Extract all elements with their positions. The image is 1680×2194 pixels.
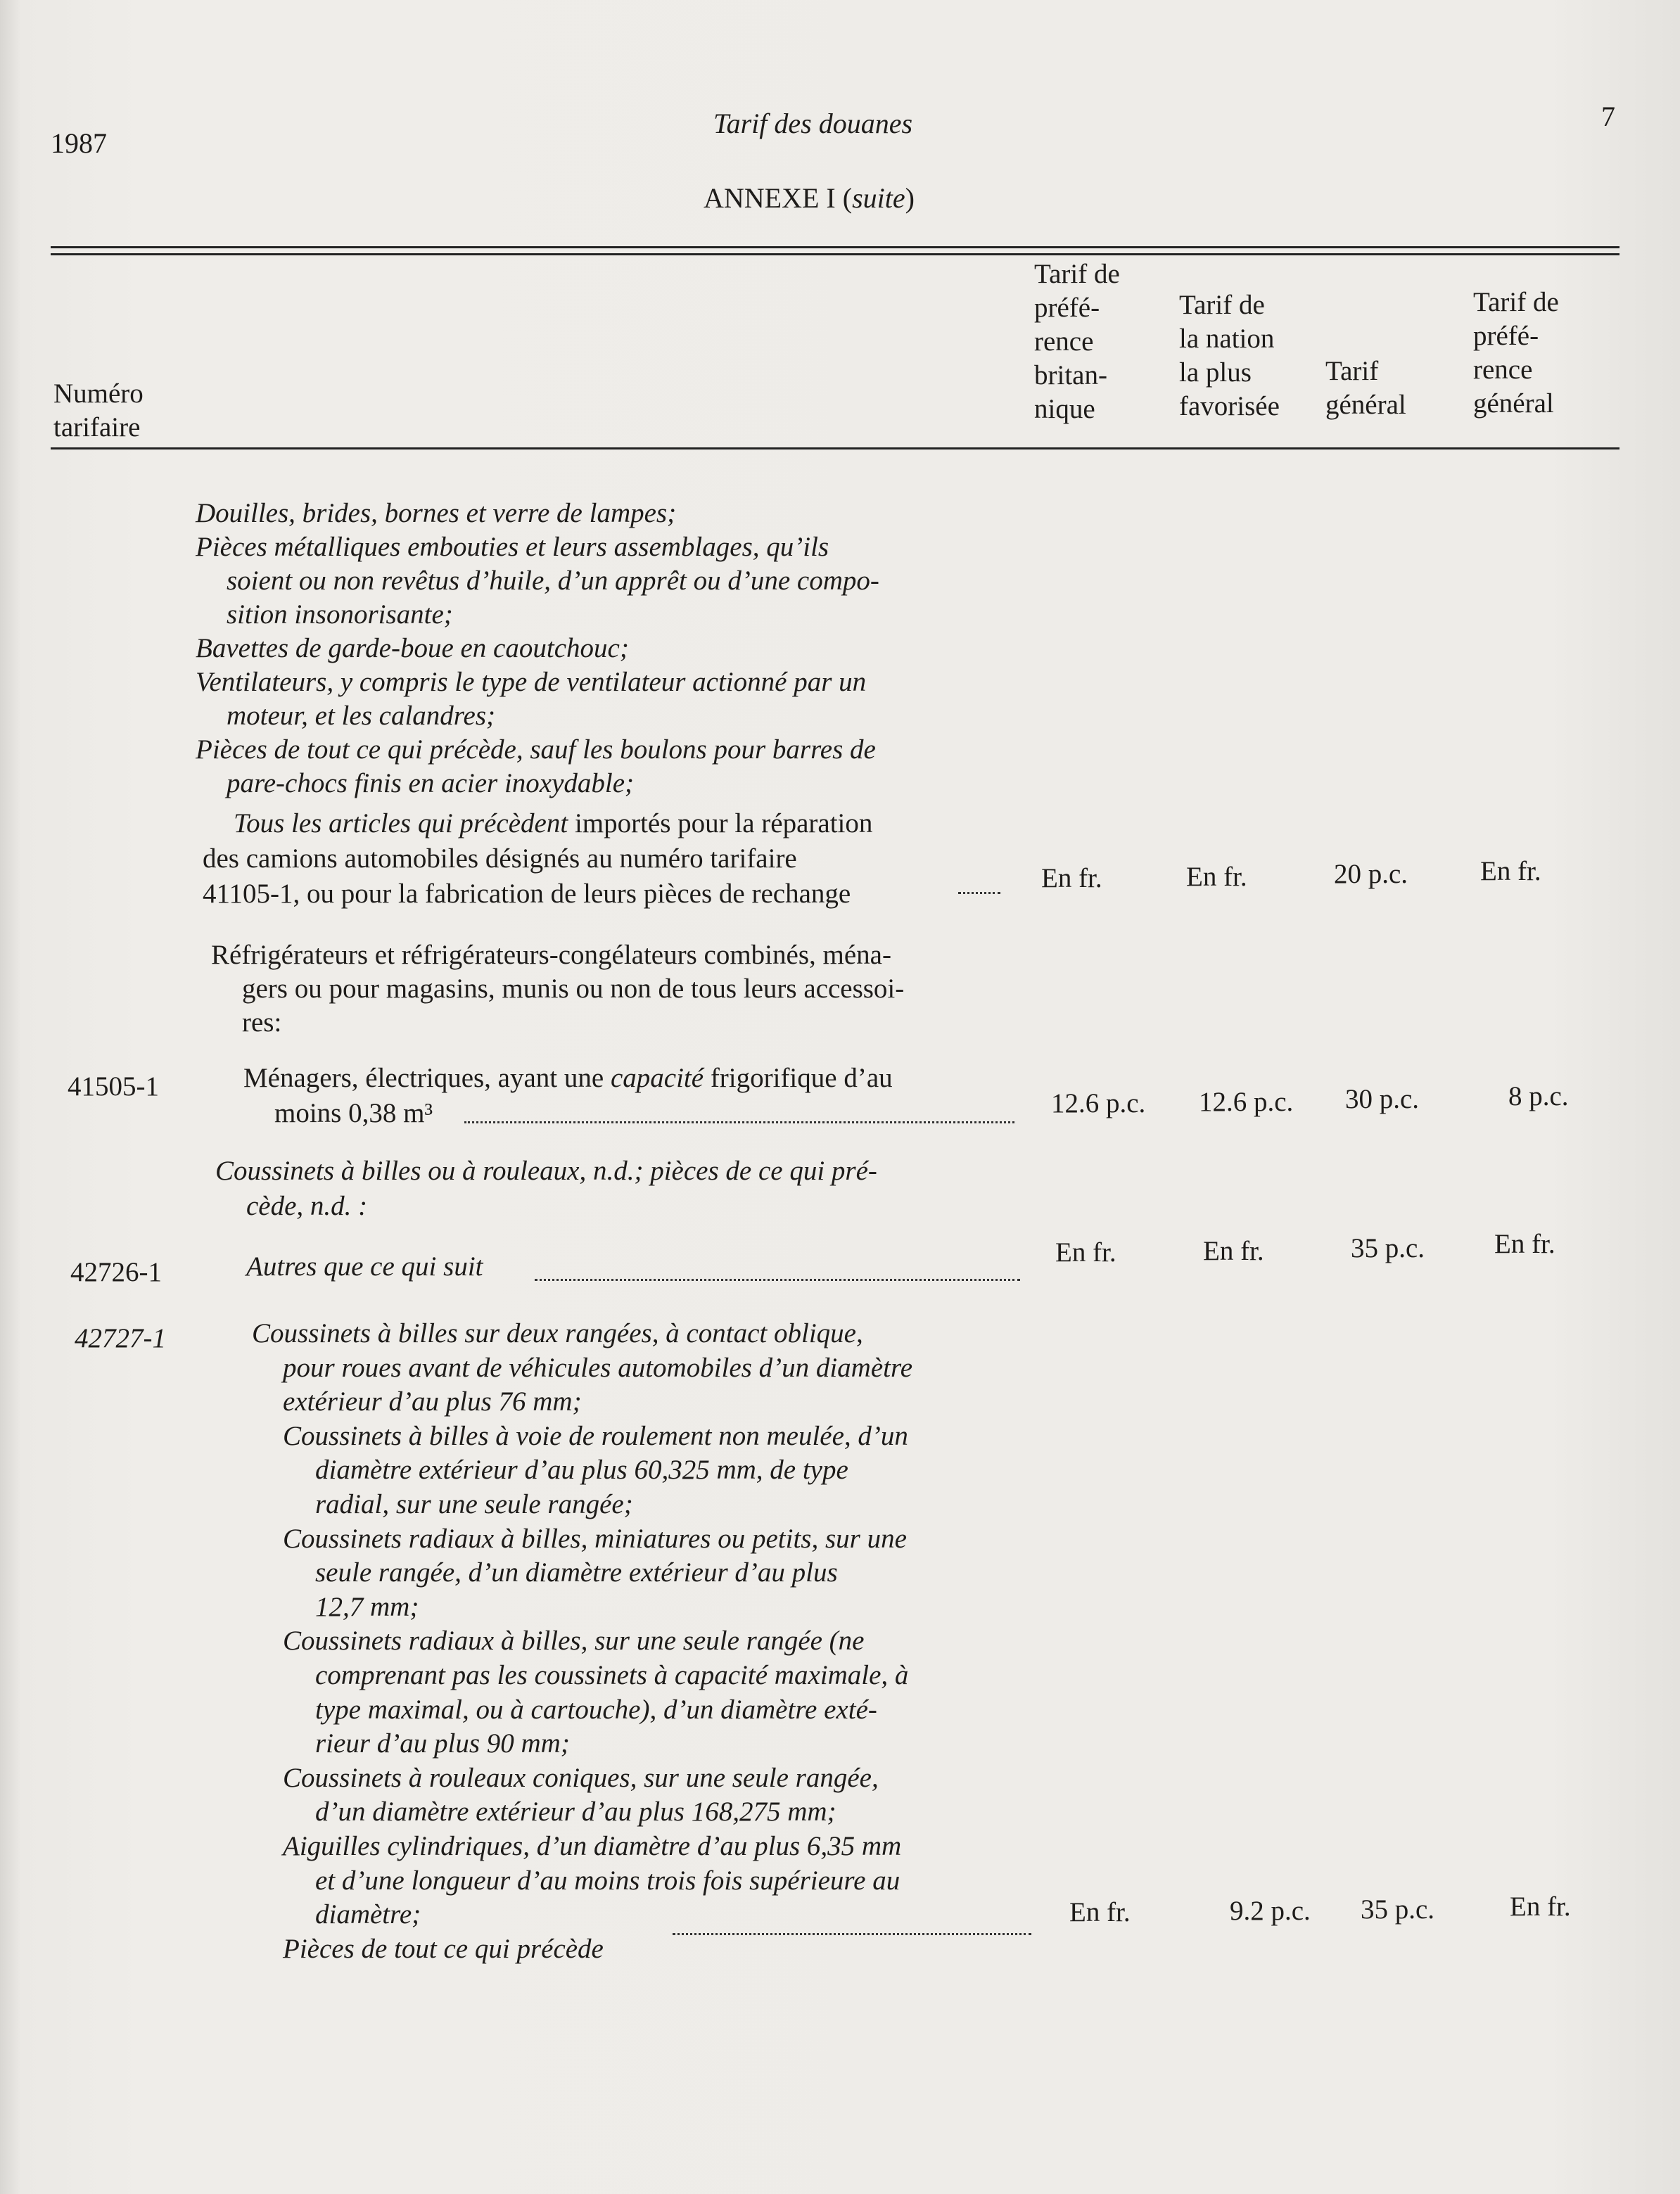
block3-line: cède, n.d. : [246,1191,368,1221]
item42726-rate-general: 35 p.c. [1351,1233,1425,1263]
col-tariff-item: Numéro tarifaire [53,378,144,442]
item42727-line: extérieur d’au plus 76 mm; [283,1386,582,1417]
item41505-line1a: Ménagers, électriques, ayant une [243,1063,611,1093]
item42726-rate-mfn: En fr. [1203,1236,1264,1266]
annex-main: ANNEXE I ( [704,182,853,214]
item42727-line: pour roues avant de véhicules automobiles d’un diamètre [283,1352,913,1383]
item42727-line: diamètre extérieur d’au plus 60,325 mm, de type [315,1455,848,1486]
block1-line: soient ou non revêtus d’huile, d’un apprêt ou d’une compo- [227,566,879,596]
col-british-preference: Tarif de préfé- rence britan- nique [1034,259,1120,424]
item42727-line: rieur d’au plus 90 mm; [315,1728,570,1759]
item41505-line2: moins 0,38 m³ [274,1098,433,1128]
item42727-line: d’un diamètre extérieur d’au plus 168,275 mm; [315,1797,836,1828]
item42727-rate-mfn: 9.2 p.c. [1230,1896,1311,1926]
block1-line: pare-chocs finis en acier inoxydable; [227,768,635,798]
item42727-line: Coussinets à billes sur deux rangées, à contact oblique, [252,1318,863,1348]
item41505-rate-gpt: 8 p.c. [1508,1081,1569,1111]
item42726-rate-british: En fr. [1055,1237,1116,1268]
item42727-line: radial, sur une seule rangée; [315,1488,633,1519]
item42727-description [252,1317,912,1966]
item42727-line: 12,7 mm; [315,1591,419,1622]
item41505-line1b: capacité [610,1063,704,1093]
item42727-line: Pièces de tout ce qui précède [283,1933,604,1964]
annex-heading [704,181,915,215]
item42727-line: Coussinets à rouleaux coniques, sur une seule rangée, [283,1762,879,1793]
item41505-rate-general: 30 p.c. [1345,1084,1420,1114]
header-page-number: 7 [1601,101,1615,132]
block2-line: res: [242,1007,282,1038]
header-bottom-rule [51,447,1619,449]
item42727-line: Coussinets radiaux à billes, miniatures ou petits, sur une [283,1523,907,1554]
item42727-line: diamètre; [315,1899,421,1930]
top-rule-2 [51,253,1619,255]
col-general-tariff: Tarif général [1325,356,1406,420]
block1-rate-british: En fr. [1041,863,1102,893]
item-number: 41505-1 [68,1071,159,1102]
block1-rate-mfn: En fr. [1186,862,1247,892]
item41505-description [243,1061,893,1131]
block1-leader [958,892,1000,894]
block2-line: Réfrigérateurs et réfrigérateurs-congélateurs combinés, ména- [211,940,891,970]
item42726-leader [535,1279,1020,1281]
block1-line: Ventilateurs, y compris le type de ventilateur actionné par un [196,667,867,697]
item42726-rate-gpt: En fr. [1494,1229,1555,1259]
col-most-favoured-nation: Tarif de la nation la plus favorisée [1179,290,1280,421]
item42727-line: comprenant pas les coussinets à capacité maximale, à [315,1659,909,1690]
item42727-line: Coussinets à billes à voie de roulement non meulée, d’un [283,1420,908,1451]
col-general-preference: Tarif de préfé- rence général [1473,287,1559,419]
block1-line: moteur, et les calandres; [227,701,495,731]
block1-para-line: des camions automobiles désignés au numéro tarifaire [203,843,797,874]
item41505-line1c: frigorifique d’au [704,1063,893,1093]
block1-rate-gpt: En fr. [1480,856,1541,886]
item42727-rate-british: En fr. [1069,1897,1131,1927]
header-year: 1987 [51,127,107,159]
block3-line: Coussinets à billes ou à rouleaux, n.d.; pièces de ce qui pré- [215,1156,877,1186]
item-number: 42727-1 [75,1323,166,1353]
block1-line: Bavettes de garde-boue en caoutchouc; [196,633,629,663]
item41505-rate-british: 12.6 p.c. [1051,1088,1146,1118]
item42727-rate-gpt: En fr. [1510,1892,1571,1922]
block1-paragraph [203,806,872,912]
block1-line: Pièces métalliques embouties et leurs assemblages, qu’ils [196,532,829,562]
block1-para-italic: Tous les articles qui précèdent [234,808,568,838]
block1-line: Pièces de tout ce qui précède, sauf les boulons pour barres de [196,734,876,765]
block1-line: sition insonorisante; [227,599,453,630]
item41505-rate-mfn: 12.6 p.c. [1199,1087,1294,1117]
item41505-leader [464,1121,1014,1123]
block2-line: gers ou pour magasins, munis ou non de tous leurs accessoi- [242,974,905,1004]
annex-suite: suite [852,182,905,214]
item42727-leader [673,1933,1031,1935]
block2-description [211,938,904,1040]
block3-description [215,1154,877,1224]
item42727-rate-general: 35 p.c. [1361,1894,1435,1925]
block1-description [196,497,879,801]
item42727-line: seule rangée, d’un diamètre extérieur d’au plus [315,1557,838,1588]
block1-para-line: 41105-1, ou pour la fabrication de leurs pièces de rechange [203,879,851,909]
item-number: 42726-1 [70,1257,162,1287]
block1-rate-general: 20 p.c. [1334,859,1408,889]
block1-line: Douilles, brides, bornes et verre de lampes; [196,498,677,528]
item42727-line: Aiguilles cylindriques, d’un diamètre d’au plus 6,35 mm [283,1830,902,1861]
item42727-line: type maximal, ou à cartouche), d’un diamètre exté- [315,1694,877,1725]
annex-close: ) [905,182,915,214]
block1-para-rest: importés pour la réparation [568,808,873,838]
header-title: Tarif des douanes [713,108,913,139]
item42727-line: Coussinets radiaux à billes, sur une seule rangée (ne [283,1626,865,1657]
item42727-line: et d’une longueur d’au moins trois fois supérieure au [315,1865,901,1896]
top-rule-1 [51,246,1619,248]
item42726-description: Autres que ce qui suit [246,1251,483,1282]
